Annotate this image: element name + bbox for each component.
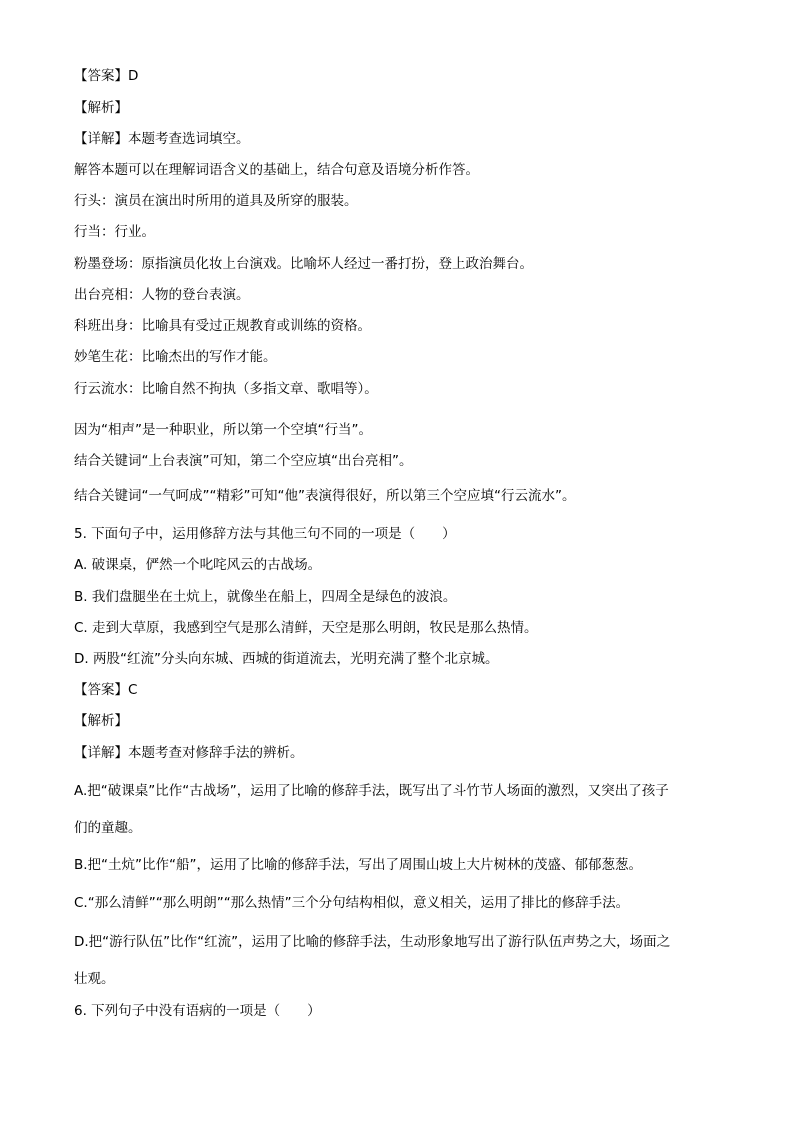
analysis-b: B.把“土炕”比作“船”，运用了比喻的修辞手法，写出了周围山坡上大片树林的茂盛、郁郁葱葱。 (74, 857, 643, 873)
analysis-label-2: 【解析】 (74, 713, 128, 729)
explanation-line: 因为“相声”是一种职业，所以第一个空填“行当”。 (74, 422, 372, 438)
definition-line: 行头：演员在演出时所用的道具及所穿的服装。 (74, 193, 358, 209)
explanation-line: 结合关键词“上台表演”可知，第二个空应填“出台亮相”。 (74, 453, 413, 469)
answer-label-2: 【答案】C (74, 682, 138, 698)
definition-line: 行云流水：比喻自然不拘执（多指文章、歌唱等）。 (74, 381, 378, 397)
answer-label-1: 【答案】D (74, 68, 139, 84)
option-d: D. 两股“红流”分头向东城、西城的街道流去，光明充满了整个北京城。 (74, 651, 499, 667)
analysis-a-line-1: A.把“破课桌”比作“古战场”，运用了比喻的修辞手法，既写出了斗竹节人场面的激烈，又突出了孩子 (74, 783, 669, 799)
analysis-a-line-2: 们的童趣。 (74, 820, 142, 836)
option-b: B. 我们盘腿坐在土炕上，就像坐在船上，四周全是绿色的波浪。 (74, 589, 457, 605)
explanation-line: 结合关键词“一气呵成”“精彩”可知“他”表演得很好，所以第三个空应填“行云流水”。 (74, 488, 576, 504)
question-6: 6. 下列句子中没有语病的一项是（ ） (74, 1003, 321, 1019)
definition-line: 出台亮相：人物的登台表演。 (74, 287, 250, 303)
detail-line-1: 【详解】本题考查选词填空。 (74, 131, 250, 147)
definition-line: 妙笔生花：比喻杰出的写作才能。 (74, 349, 277, 365)
definition-line: 粉墨登场：原指演员化妆上台演戏。比喻坏人经过一番打扮，登上政治舞台。 (74, 256, 533, 272)
option-a: A. 破课桌，俨然一个叱咤风云的古战场。 (74, 557, 322, 573)
analysis-c: C.“那么清鲜”“那么明朗”“那么热情”三个分句结构相似，意义相关，运用了排比的修辞手法。 (74, 895, 630, 911)
option-c: C. 走到大草原，我感到空气是那么清鲜，天空是那么明朗，牧民是那么热情。 (74, 620, 538, 636)
question-5: 5. 下面句子中，运用修辞方法与其他三句不同的一项是（ ） (74, 526, 456, 542)
analysis-label-1: 【解析】 (74, 100, 128, 116)
analysis-d-line-1: D.把“游行队伍”比作“红流”，运用了比喻的修辞手法，生动形象地写出了游行队伍声势之大，场面之 (74, 934, 671, 950)
definition-line: 科班出身：比喻具有受过正规教育或训练的资格。 (74, 318, 371, 334)
text-line: 解答本题可以在理解词语含义的基础上，结合句意及语境分析作答。 (74, 162, 479, 178)
analysis-d-line-2: 壮观。 (74, 971, 115, 987)
definition-line: 行当：行业。 (74, 224, 155, 240)
detail-line-2: 【详解】本题考查对修辞手法的辨析。 (74, 745, 304, 761)
